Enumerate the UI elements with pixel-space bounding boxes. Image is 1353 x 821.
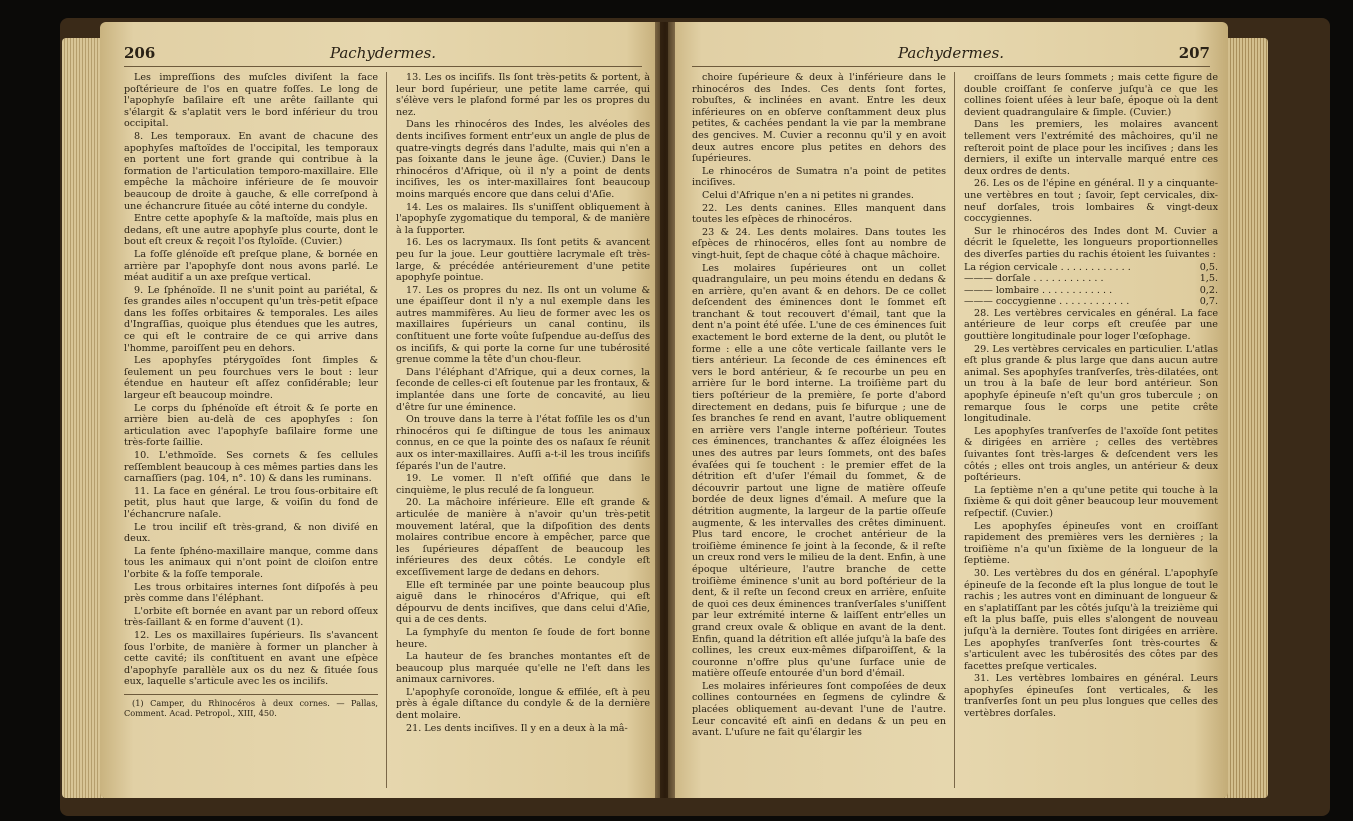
paragraph: 12. Les os maxillaires ſupérieurs. Ils s'avancent ſous l'orbite, de manière à former un plancher à cette cavité; ils conſtituent en avant une eſpèce d'apophyſe parallèle aux os du nez & ſituée ſous eux, laquelle s'articule avec les os incilifs. [124,629,378,688]
paragraph: 31. Les vertèbres lombaires en général. Leurs apophyſes épineuſes ſont verticales, & les tranſverſes ſont un peu plus longues que celles des vertèbres dorſales. [964,673,1218,720]
left-page-header [124,44,642,66]
book-gutter [655,22,675,798]
right-column-1 [692,72,946,788]
spine-table-row [964,262,1218,274]
paragraph: Les trous orbitaires internes ſont diſpoſés à peu près comme dans l'éléphant. [124,581,378,605]
paragraph: 10. L'ethmoïde. Ses cornets & ſes cellules reſſemblent beaucoup à ces mêmes parties dans les carnaſſiers (pag. 104, n°. 10) & dans les ruminans. [124,450,378,485]
paragraph: Celui d'Afrique n'en a ni petites ni grandes. [702,189,914,201]
right-page-number: 207 [1178,44,1210,62]
spine-table-row [964,285,1218,297]
paragraph: 13. Les os inciſifs. Ils ſont très-petits & portent, à leur bord ſupérieur, une petite lame carrée, qui s'élève vers le plafond formé par les os propres du nez. [396,72,650,118]
paragraph: 20. La mâchoire inférieure. Elle eſt grande & articulée de manière à n'avoir qu'un très-petit mouvement latéral, que la diſpoſition des dents molaires contribue encore à empêcher, parce que les ſupérieures dépaſſent de beaucoup les inférieures des deux côtés. Le condyle eſt exceſſivement large de dedans en dehors. [396,497,650,578]
right-header-rule [692,66,1210,67]
paragraph: Dans l'éléphant d'Afrique, qui a deux cornes, la ſeconde de celles-ci eſt ſoutenue par les frontaux, & implantée dans une ſorte de concavité, au lieu d'être ſur une éminence. [396,366,650,413]
paragraph: 9. Le ſphénoïde. Il ne s'unit point au pariétal, & ſes grandes ailes n'occupent qu'un très-petit eſpace dans les foſſes orbitaires & temporales. Les ailes d'Ingraſſias, quoique plus étendues que les autres, ce qui eſt le contraire de ce qui arrive dans l'homme, paroiſſent peu en dehors. [124,284,378,354]
paragraph: Les impreſſions des muſcles diviſent la face poſtérieure de l'os en quatre foſſes. Le long de l'apophyſe baſilaire eſt une arête ſaillante qui s'élargit & s'aplatit vers le bord inférieur du trou occipital. [124,72,378,130]
paragraph: choire ſupérieure & deux à l'inférieure dans le rhinocéros des Indes. Ces dents ſont fortes, robuſtes, & inclinées en avant. Entre les deux inférieures on en obſerve conſtamment deux plus petites, & cachées pendant la vie par la membrane des gencives. M. Cuvier a reconnu qu'il y en avoit deux autres encore plus petites en dehors des ſupérieures. [692,72,946,165]
paragraph: La foſſe glénoïde eſt preſque plane, & bornée en arrière par l'apophyſe dont nous avons parlé. Le méat auditif a un axe preſque vertical. [124,248,378,284]
paragraph: L'orbite eſt bornée en avant par un rebord oſſeux très-ſaillant & en forme d'auvent (1). [124,605,378,629]
left-column-1-text [124,72,378,688]
paragraph: Les molaires ſupérieures ont un collet quadrangulaire, un peu moins étendu en dedans & en arrière, qu'en avant & en dehors. De ce collet deſcendent des éminences dont le ſommet eſt tranchant & tout recouvert d'émail, tant que la dent n'a point été uſée. L'une de ces éminences ſuit exactement le bord externe de la dent, ou plutôt le forme : elle a une côte verticale ſaillante vers le tiers antérieur. La ſeconde de ces éminences eſt vers le bord antérieur, & ſe recourbe un peu en arrière ſur le bord interne. La troiſième part du tiers poſtérieur de la première, ſe porte d'abord directement en dedans, puis ſe bifurque ; une de ſes branches ſe rend en avant, l'autre obliquement en arrière vers l'angle interne poſtérieur. Toutes ces éminences, tranchantes & aſſez éloignées les unes des autres par leurs ſommets, ont des baſes évaſées qui ſe touchent : le premier effet de la détrition eſt d'uſer l'émail du ſommet, & de découvrir partout une ligne de matière oſſeuſe bordée de deux lignes d'émail. A meſure que la détrition augmente, la largeur de la partie oſſeuſe augmente, & les intervalles des crêtes diminuent. Plus tard encore, le crochet antérieur de la troiſième éminence ſe joint à la ſeconde, & il reſte un creux rond vers le milieu de la dent. Enfin, à une époque ultérieure, l'autre branche de cette troiſième éminence s'unit au bord poſtérieur de la dent, & il reſte un ſecond creux en arrière, enſuite de quoi ces deux éminences tranſverſales s'uniſſent par leur extrémité interne & laiſſent entr'elles un grand creux ovale & oblique en avant de la dent. Enfin, quand la détrition eſt allée juſqu'à la baſe des collines, les creux eux-mêmes diſparoiſſent, & la couronne n'offre plus qu'une ſurface unie de matière oſſeuſe entourée d'un bord d'émail. [692,262,946,680]
paragraph: Sur le rhinocéros des Indes dont M. Cuvier a décrit le ſquelette, les longueurs proportionnelles des diverſes parties du rachis étoient les ſuivantes : [964,225,1218,260]
paragraph: La fente ſphéno-maxillaire manque, comme dans tous les animaux qui n'ont point de cloiſon entre l'orbite & la foſſe temporale. [124,545,378,580]
left-column-2-text [396,72,650,734]
spine-table-label: ——— dorſale . . . . . . . . . . . . [964,273,1104,285]
left-column-divider [386,72,387,788]
spine-table-value: 1,5. [1199,273,1218,285]
right-column-2-text [964,72,1218,261]
paragraph: 22. Les dents canines. Elles manquent dans toutes les eſpèces de rhinocéros. [692,202,946,226]
left-column-2 [396,72,650,788]
paragraph: Dans les rhinocéros des Indes, les alvéoles des dents inciſives forment entr'eux un angle de plus de quatre-vingts degrés dans l'adulte, mais qui n'en a pas ſoixante dans le jeune âge. (Cuvier.) Dans le rhinocéros d'Afrique, où il n'y a point de dents inciſives, les os inter-maxillaires ſont beaucoup moins marqués encore que dans celui d'Aſie. [396,119,650,200]
right-running-title: Pachydermes. [897,44,1005,62]
spine-table-label: ——— coccygienne . . . . . . . . . . . . [964,296,1130,308]
left-running-title: Pachydermes. [329,44,437,62]
right-page [668,22,1228,798]
paragraph: 17. Les os propres du nez. Ils ont un volume & une épaiſſeur dont il n'y a nul exemple dans les autres mammifères. Au lieu de former avec les os maxillaires ſupérieurs un canal continu, ils conſtituent une forte voûte ſuſpendue au-deſſus des os inciſifs, & qui porte la corne ſur une tubérosité grenue comme la tête d'un chou-fleur. [396,284,650,366]
paragraph: 26. Les os de l'épine en général. Il y a cinquante-une vertèbres en tout ; ſavoir, ſept cervicales, dix-neuf dorſales, trois lombaires & vingt-deux coccygiennes. [964,178,1218,225]
paragraph: Entre cette apophyſe & la maſtoïde, mais plus en dedans, eſt une autre apophyſe plus courte, dont le bout eſt creux & reçoit l'os ſtyloïde. (Cuvier.) [124,213,378,248]
paragraph: 28. Les vertèbres cervicales en général. La face antérieure de leur corps eſt creuſée par une gouttière longitudinale pour loger l'œſophage. [964,307,1218,343]
paragraph: Dans les premiers, les molaires avancent tellement vers l'extrémité des mâchoires, qu'il ne reſteroit point de place pour les inciſives ; dans les derniers, il exiſte un intervalle marqué entre ces deux ordres de dents. [964,119,1218,177]
left-column-1 [124,72,378,788]
right-column-divider [954,72,955,788]
paragraph: 29. Les vertèbres cervicales en particulier. L'atlas eſt plus grande & plus large que dans aucun autre animal. Ses apophyſes tranſverſes, très-dilatées, ont un trou à la baſe de leur bord antérieur. Son apophyſe épineuſe n'eſt qu'un gros tubercule ; on remarque ſous le corps une petite crête longitudinale. [964,343,1218,425]
left-page [100,22,660,798]
spine-proportions-table [964,262,1218,308]
paragraph: 14. Les os malaires. Ils s'uniſſent obliquement à l'apophyſe zygomatique du temporal, & de manière à la ſupporter. [396,201,650,236]
paragraph: Le trou incilif eſt très-grand, & non diviſé en deux. [124,521,378,545]
paragraph: Les molaires inférieures ſont compoſées de deux collines contournées en ſegmens de cylindre & placées obliquement au-devant l'une de l'autre. Leur concavité eſt ainſi en dedans & un peu en avant. L'uſure ne fait qu'élargir les [692,680,946,739]
paragraph: 8. Les temporaux. En avant de chacune des apophyſes maſtoïdes de l'occipital, les temporaux en portent une fort grande qui contribue à la formation de l'articulation temporo-maxillaire. Elle empêche la mâchoire inférieure de ſe mouvoir beaucoup de droite à gauche, & elle correſpond à une échancrure ſituée au côté interne du condyle. [124,130,378,212]
paragraph: Le rhinocéros de Sumatra n'a point de petites inciſives. [692,165,946,189]
spine-table-label: ——— lombaire . . . . . . . . . . . . [964,284,1113,296]
right-column-1-text [692,72,946,739]
paragraph: 21. Les dents inciſives. Il y en a deux à la mâ- [406,722,628,734]
paragraph: 16. Les os lacrymaux. Ils ſont petits & avancent peu ſur la joue. Leur gouttière lacrymale eſt très-large, & précédée antérieurement d'une petite apophyſe pointue. [396,237,650,284]
paragraph: La hauteur de ſes branches montantes eſt de beaucoup plus marquée qu'elle ne l'eſt dans les animaux carnivores. [396,651,650,686]
paragraph: Elle eſt terminée par une pointe beaucoup plus aiguë dans le rhinocéros d'Afrique, qui eſt dépourvu de dents inciſives, que dans celui d'Aſie, qui a de ces dents. [396,579,650,626]
paragraph: La ſeptième n'en a qu'une petite qui touche à la ſixième & qui doit gêner beaucoup leur mouvement reſpectif. (Cuvier.) [964,484,1218,519]
paragraph: 19. Le vomer. Il n'eſt oſſifié que dans le cinquième, le plus reculé de ſa longueur. [396,473,650,496]
paragraph: croiſſans de leurs ſommets ; mais cette figure de double croiſſant ſe conſerve juſqu'à ce que les collines ſoient uſées à leur baſe, époque où la dent devient quadrangulaire & ſimple. (Cuvier.) [964,72,1218,118]
paragraph: 11. La face en général. Le trou ſous-orbitaire eſt petit, plus haut que large, & voiſin du fond de l'échancrure naſale. [124,485,378,520]
left-page-number: 206 [124,44,156,62]
spine-table-row [964,296,1218,308]
spine-table-value: 0,2. [1199,284,1218,296]
right-column-2 [964,72,1218,788]
paragraph: L'apophyſe coronoïde, longue & effilée, eſt à peu près à égale diſtance du condyle & de la dernière dent molaire. [396,686,650,722]
left-header-rule [124,66,642,67]
paragraph: 30. Les vertèbres du dos en général. L'apophyſe épineuſe de la ſeconde eſt la plus longue de tout le rachis ; les autres vont en diminuant de longueur & en s'aplatiſſant par les côtés juſqu'à la treizième qui eſt la plus baſſe, puis elles s'alongent de nouveau juſqu'à la dernière. Toutes ſont dirigées en arrière. Les apophyſes tranſverſes ſont très-courtes & s'articulent avec les tubérosités des côtes par des facettes preſque verticales. [964,567,1218,672]
paragraph: La ſymphyſe du menton ſe ſoude de fort bonne heure. [396,626,650,650]
page-edges-right [1222,38,1268,798]
paragraph: On trouve dans la terre à l'état foſſile les os d'un rhinocéros qui ſe diſtingue de tous les animaux connus, en ce que la pointe des os naſaux ſe réunit aux os inter-maxillaires. Auſſi a-t-il les trous inciſifs ſéparés l'un de l'autre. [396,414,650,472]
spine-table-row [964,273,1218,285]
right-column-2-text-continued [964,308,1218,720]
paragraph: Les apophyſes tranſverſes de l'axoïde ſont petites & dirigées en arrière ; celles des vertèbres ſuivantes ſont très-larges & deſcendent vers les côtés ; elles ont trois angles, un antérieur & deux poſtérieurs. [964,425,1218,484]
paragraph: Le corps du ſphénoïde eſt étroit & ſe porte en arrière bien au-delà de ces apophyſes : ſon articulation avec l'apophyſe baſilaire forme une très-forte ſaillie. [124,402,378,449]
paragraph: Les apophyſes ptérygoïdes ſont ſimples & ſeulement un peu fourchues vers le bout : leur étendue en hauteur eſt aſſez conſidérable; leur largeur eſt beaucoup moindre. [124,355,378,402]
right-columns [692,72,1218,788]
spine-table-label: La région cervicale . . . . . . . . . . . . [964,261,1131,273]
paragraph: Les apophyſes épineuſes vont en croiſſant rapidement des premières vers les dernières ; la troiſième n'a qu'un ſixième de la longueur de la ſeptième. [964,520,1218,567]
paragraph: 23 & 24. Les dents molaires. Dans toutes les eſpèces de rhinocéros, elles ſont au nombre de vingt-huit, ſept de chaque côté à chaque mâchoire. [692,226,946,261]
left-footnote: (1) Camper, du Rhinocéros à deux cornes. — Pallas, Comment. Acad. Petropol., XIII, 450. [124,694,378,718]
left-columns [124,72,650,788]
spine-table-value: 0,5. [1199,261,1218,273]
spine-table-value: 0,7. [1199,296,1218,308]
right-page-header [692,44,1210,66]
